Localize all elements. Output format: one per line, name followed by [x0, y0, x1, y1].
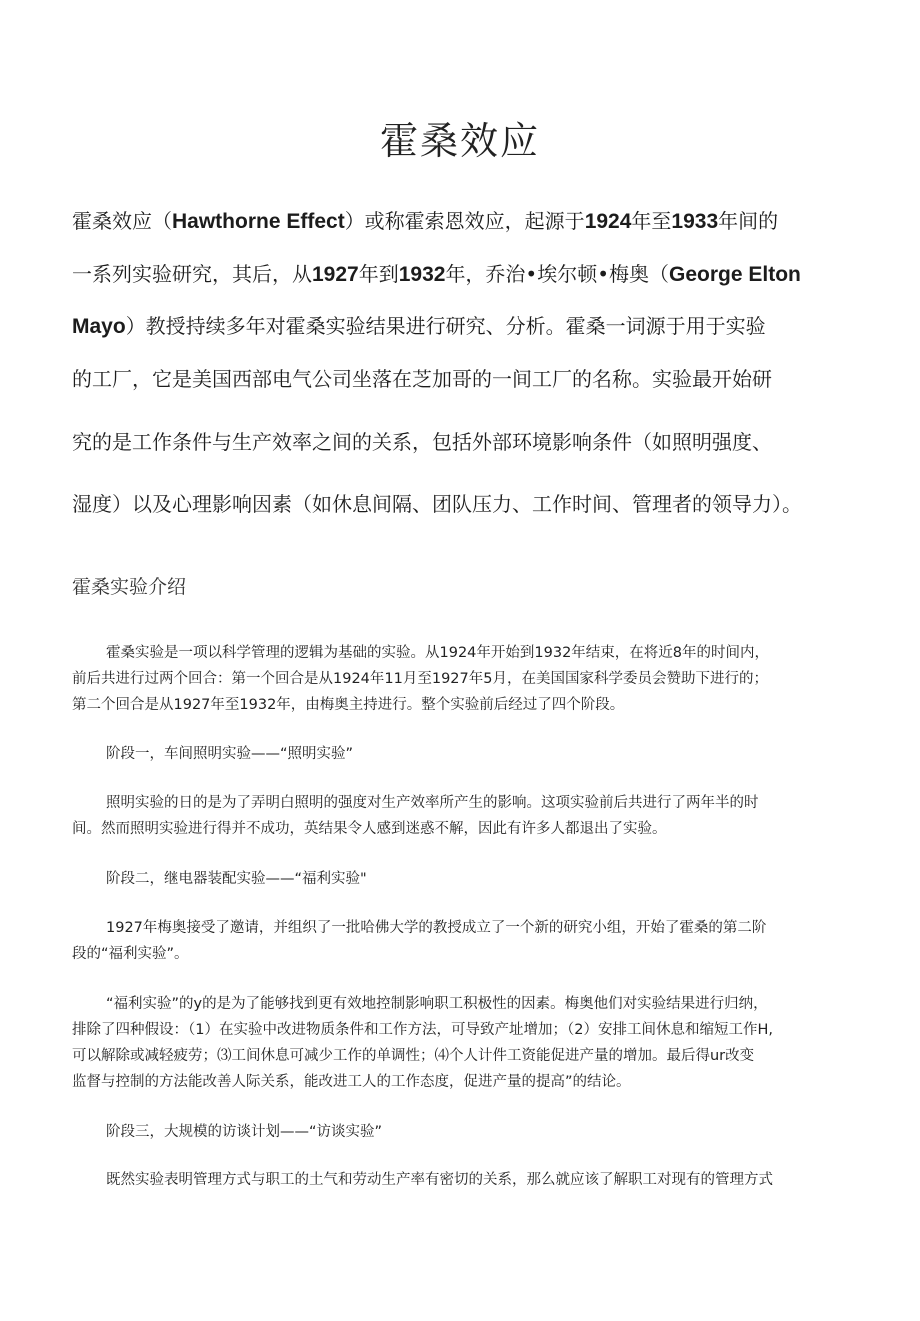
intro-line-2: 一系列实验研究，其后，从1927年到1932年，乔治•埃尔顿•梅奥（George Elton	[72, 262, 801, 286]
section-heading: 霍桑实验介绍	[72, 576, 187, 598]
paragraph-stage-1: 照明实验的日的是为了弄明白照明的强度对生产效率所产生的影响。这项实验前后共进行了两年半的时 间。然而照明实验进行得并不成功，英结果令人感到迷惑不解，因此有许多人都退出了实验。	[72, 795, 759, 837]
stage-1-heading: 阶段一，车间照明实验——“照明实验”	[106, 746, 354, 762]
intro-line-6: 湿度）以及心理影响因素（如休息间隔、团队压力、工作时间、管理者的领导力）。	[72, 492, 802, 516]
stage-3-heading: 阶段三，大规模的访谈计划——“访谈实验”	[106, 1124, 383, 1140]
stage-2-heading: 阶段二，继电器装配实验——“福利实验"	[106, 871, 367, 887]
intro-line-4: 的工厂，它是美国西部电气公司坐落在芝加哥的一间工厂的名称。实验最开始研	[72, 367, 772, 391]
intro-line-3: Mayo）教授持续多年对霍桑实验结果进行研究、分析。霍桑一词源于用于实验	[72, 314, 766, 338]
paragraph-welfare-results: “福利实验”的y的是为了能够找到更有效地控制影响职工积极性的因素。梅奥他们对实验结果进行归纳， 排除了四种假设：（1）在实验中改进物质条件和工作方法，可导致产址增加；（2）安排工间休息和缩短工作H, 可以解除或减轻疲劳；⑶工间休息可减少工作的单调性；⑷个人计件工资能促进产量的增加。最后得ur改变 监督与控制的方法能改善人际关系，能改进工人的工作态度，促进产量的提高”的结论。	[72, 996, 773, 1090]
paragraph-stage-2: 1927年梅奥接受了邀请，并组织了一批哈佛大学的教授成立了一个新的研究小组，开始了霍桑的第二阶 段的“福利实验”。	[72, 920, 767, 962]
paragraph-stage-3: 既然实验表明管理方式与职工的土气和劳动生产率有密切的关系，那么就应该了解职工对现有的管理方式	[106, 1172, 773, 1188]
page-title: 霍桑效应	[379, 119, 540, 163]
intro-line-5: 究的是工作条件与生产效率之间的关系，包括外部环境影响条件（如照明强度、	[72, 430, 772, 454]
paragraph-intro: 霍桑实验是一项以科学管理的逻辑为基础的实验。从1924年开始到1932年结束，在将近8年的时间内， 前后共进行过两个回合：第一个回合是从1924年11月至1927年5月，在美国国家科学委员会赞助下进行的； 第二个回合是从1927年至1932年，由梅奥主持进行。整个实验前后经过了四个阶段。	[72, 645, 770, 713]
intro-line-1: 霍桑效应（Hawthorne Effect）或称霍索恩效应，起源于1924年至1933年间的	[72, 209, 779, 233]
